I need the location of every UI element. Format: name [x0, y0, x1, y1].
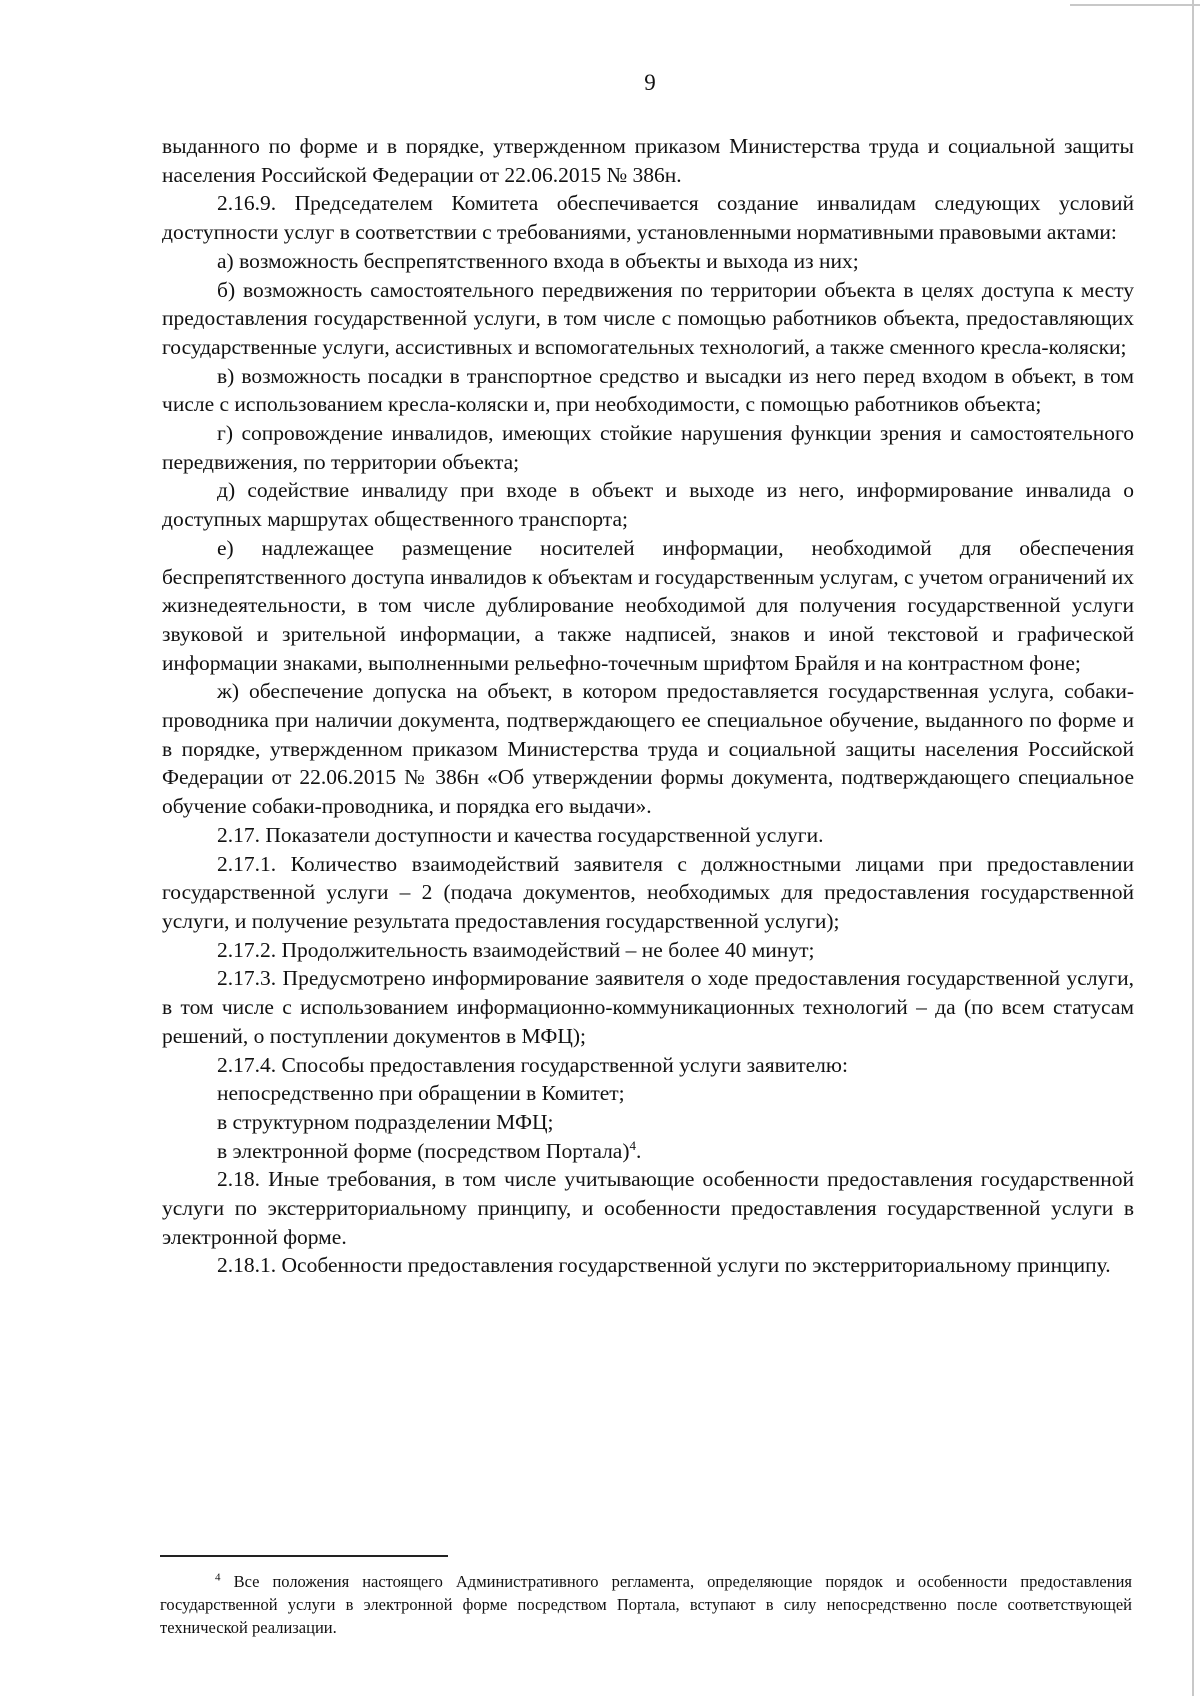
footnote [160, 1570, 1132, 1639]
method-item-committee: непосредственно при обращении в Комитет; [217, 1081, 625, 1106]
list-item-v: в) возможность посадки в транспортное средство и высадки из него перед входом в объект, в том числе с использованием кресла-коляски и, при необходимости, с помощью работников объекта; [162, 363, 1134, 417]
list-item-a: а) возможность беспрепятственного входа в объекты и выхода из них; [217, 248, 859, 273]
method-item-mfc: в структурном подразделении МФЦ; [217, 1109, 554, 1134]
method-item-electronic-text: в электронной форме (посредством Портала) [217, 1138, 630, 1163]
paragraph-2-18-1: 2.18.1. Особенности предоставления государственной услуги по экстерриториальному принципу. [217, 1253, 1111, 1278]
footnote-text: Все положения настоящего Административного регламента, определяющие порядок и особенности предоставления государственной услуги в электронной форме посредством Портала, вступают в силу непосредственно после соответствующей технической реализации. [160, 1572, 1133, 1637]
list-item-g: г) сопровождение инвалидов, имеющих стойкие нарушения функции зрения и самостоятельного передвижения, по территории объекта; [162, 421, 1134, 474]
paragraph-2-18: 2.18. Иные требования, в том числе учитывающие особенности предоставления государственной услуги по экстерриториальному принципу, и особенности предоставления государственной услуги в электронной форме. [162, 1167, 1134, 1249]
footnote-marker: 4 [215, 1571, 221, 1584]
page-number: 9 [644, 70, 656, 95]
document-body [162, 132, 1134, 1280]
page-edge-right [1192, 0, 1194, 1696]
paragraph-2-16-9: 2.16.9. Председателем Комитета обеспечивается создание инвалидам следующих условий доступности услуг в соответствии с требованиями, установленными нормативными правовыми актами: [162, 191, 1134, 245]
list-item-d: д) содействие инвалиду при входе в объект и выходе из него, информирование инвалида о доступных маршрутах общественного транспорта; [162, 478, 1134, 532]
list-item-zh: ж) обеспечение допуска на объект, в котором предоставляется государственная услуга, собаки-проводника при наличии документа, подтверждающего ее специальное обучение, выданного по форме и в порядке, утвержденном приказом Министерства труда и социальной защиты населения Российской Федерации от 22.06.2015 № 386н «Об утверждении формы документа, подтверждающего специальное обучение собаки-проводника, и порядка его выдачи». [162, 679, 1134, 819]
footnote-text-block [160, 1570, 1132, 1639]
footnote-reference: 4 [629, 1137, 636, 1153]
paragraph-2-17-2: 2.17.2. Продолжительность взаимодействий – не более 40 минут; [217, 937, 815, 962]
list-item-b: б) возможность самостоятельного передвижения по территории объекта в целях доступа к месту предоставления государственной услуги, в том числе с помощью работников объекта, предоставляющих государственные услуги, ассистивных и вспомогательных технологий, а также сменного кресла-коляски; [162, 277, 1134, 359]
method-item-electronic [162, 1137, 1134, 1166]
paragraph-2-17-1: 2.17.1. Количество взаимодействий заявителя с должностными лицами при предоставлении государственной услуги – 2 (подача документов, необходимых для предоставления государственной услуги, и получение результата предоставления государственной услуги); [162, 851, 1134, 933]
page-edge-top [1070, 4, 1200, 6]
paragraph-2-17-4: 2.17.4. Способы предоставления государственной услуги заявителю: [217, 1052, 848, 1077]
footnote-separator [160, 1555, 448, 1557]
paragraph-2-17: 2.17. Показатели доступности и качества государственной услуги. [217, 822, 824, 847]
list-item-e: е) надлежащее размещение носителей информации, необходимой для обеспечения беспрепятственного доступа инвалидов к объектам и государственным услугам, с учетом ограничений их жизнедеятельности, в том числе дублирование необходимой для получения государственной услуги звуковой и зрительной информации, а также надписей, знаков и иной текстовой и графической информации знаками, выполненными рельефно-точечным шрифтом Брайля и на контрастном фоне; [162, 535, 1134, 675]
paragraph-2-17-3: 2.17.3. Предусмотрено информирование заявителя о ходе предоставления государственной услуги, в том числе с использованием информационно-коммуникационных технологий – да (по всем статусам решений, о поступлении документов в МФЦ); [162, 966, 1134, 1048]
paragraph-continuation: выданного по форме и в порядке, утвержденном приказом Министерства труда и социальной защиты населения Российской Федерации от 22.06.2015 № 386н. [162, 134, 1134, 187]
method-item-electronic-tail: . [636, 1138, 642, 1163]
